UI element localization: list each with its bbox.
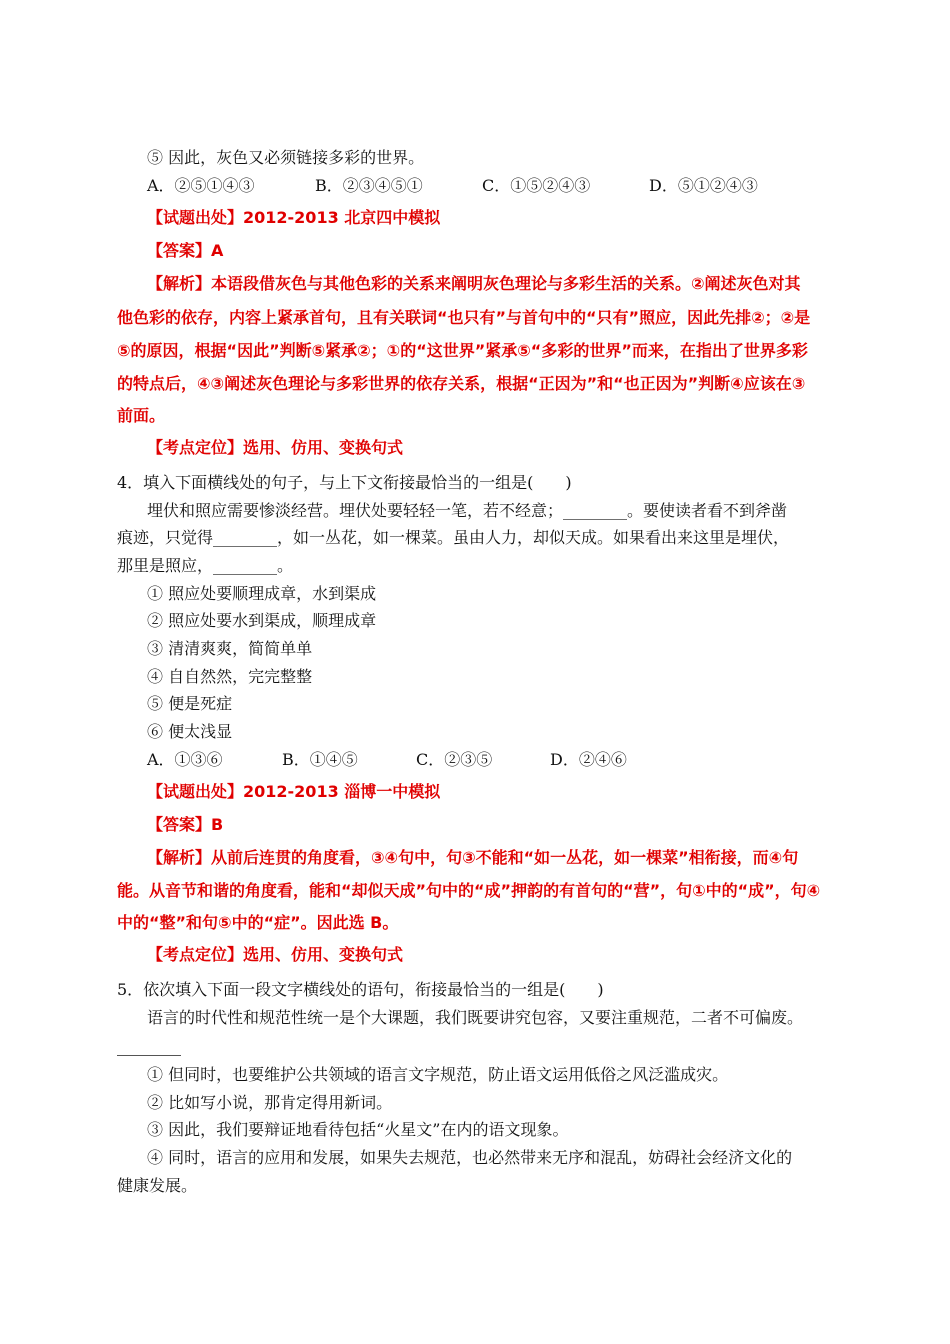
q4-item-6: ⑥ 便太浅显 <box>147 722 233 741</box>
q5-passage: 语言的时代性和规范性统一是个大课题，我们既要讲究包容，又要注重规范，二者不可偏废。 <box>147 1008 804 1027</box>
q3-option-c: C．①⑤②④③ <box>482 176 591 195</box>
q4-item-3: ③ 清清爽爽，简简单单 <box>147 639 313 658</box>
q4-item-1: ① 照应处要顺理成章，水到渠成 <box>147 584 377 603</box>
q4-analysis-line: 能。从音节和谐的角度看，能和“却似天成”句中的“成”押韵的有首句的“营”，句①中的“成”，句④ <box>117 881 821 900</box>
q5-item-2: ② 比如写小说，那肯定得用新词。 <box>147 1093 393 1112</box>
q3-answer: 【答案】A <box>147 241 224 260</box>
q3-analysis-line: ⑤的原因，根据“因此”判断⑤紧承②；①的“这世界”紧承⑤“多彩的世界”而来，在指出了世界多彩 <box>117 341 808 360</box>
q3-option-d: D．⑤①②④③ <box>649 176 758 195</box>
q3-analysis-line: 的特点后，④③阐述灰色理论与多彩世界的依存关系，根据“正因为”和“也正因为”判断④应该在③ <box>117 374 806 393</box>
blank-line <box>117 1055 181 1056</box>
q3-analysis-line: 前面。 <box>117 406 166 425</box>
q4-option-c: C．②③⑤ <box>416 750 493 769</box>
q4-passage-line: 那里是照应，________。 <box>117 556 294 575</box>
q3-analysis-line: 他色彩的依存，内容上紧承首句，且有关联词“也只有”与首句中的“只有”照应，因此先排②；②是 <box>117 308 811 327</box>
q3-option-b: B．②③④⑤① <box>315 176 423 195</box>
q5-stem: 5．依次填入下面一段文字横线处的语句，衔接最恰当的一组是( ) <box>117 980 604 999</box>
q5-item-1: ① 但同时，也要维护公共领域的语言文字规范，防止语文运用低俗之风泛滥成灾。 <box>147 1065 729 1084</box>
q4-source: 【试题出处】2012-2013 淄博一中模拟 <box>147 782 441 801</box>
q4-analysis-line: 【解析】从前后连贯的角度看，③④句中，句③不能和“如一丛花，如一棵菜”相衔接，而④句 <box>147 848 799 867</box>
q5-item-3: ③ 因此，我们要辩证地看待包括“火星文”在内的语文现象。 <box>147 1120 569 1139</box>
q4-item-2: ② 照应处要水到渠成，顺理成章 <box>147 611 377 630</box>
q3-analysis-line: 【解析】本语段借灰色与其他色彩的关系来阐明灰色理论与多彩生活的关系。②阐述灰色对其 <box>147 274 801 293</box>
q4-item-5: ⑤ 便是死症 <box>147 694 233 713</box>
q4-option-b: B．①④⑤ <box>282 750 358 769</box>
q3-point: 【考点定位】选用、仿用、变换句式 <box>147 438 404 457</box>
q3-item-5: ⑤ 因此，灰色又必须链接多彩的世界。 <box>147 148 425 167</box>
q4-passage-line: 埋伏和照应需要惨淡经营。埋伏处要轻轻一笔，若不经意；________。要使读者看不到斧凿 <box>147 501 788 520</box>
q4-option-a: A．①③⑥ <box>147 750 223 769</box>
q4-analysis-line: 中的“整”和句⑤中的“症”。因此选 B。 <box>117 913 399 932</box>
q5-item-4: ④ 同时，语言的应用和发展，如果失去规范，也必然带来无序和混乱，妨碍社会经济文化的 <box>147 1148 793 1167</box>
q4-passage-line: 痕迹，只觉得________，如一丛花，如一棵菜。虽由人力，却似天成。如果看出来这里是埋伏， <box>117 528 790 547</box>
q3-option-a: A．②⑤①④③ <box>147 176 255 195</box>
q3-source: 【试题出处】2012-2013 北京四中模拟 <box>147 208 441 227</box>
q4-answer: 【答案】B <box>147 815 224 834</box>
q4-point: 【考点定位】选用、仿用、变换句式 <box>147 945 404 964</box>
q4-item-4: ④ 自自然然，完完整整 <box>147 667 313 686</box>
q4-stem: 4．填入下面横线处的句子，与上下文衔接最恰当的一组是( ) <box>117 473 572 492</box>
q4-option-d: D．②④⑥ <box>550 750 627 769</box>
q5-item-4-cont: 健康发展。 <box>117 1176 198 1195</box>
